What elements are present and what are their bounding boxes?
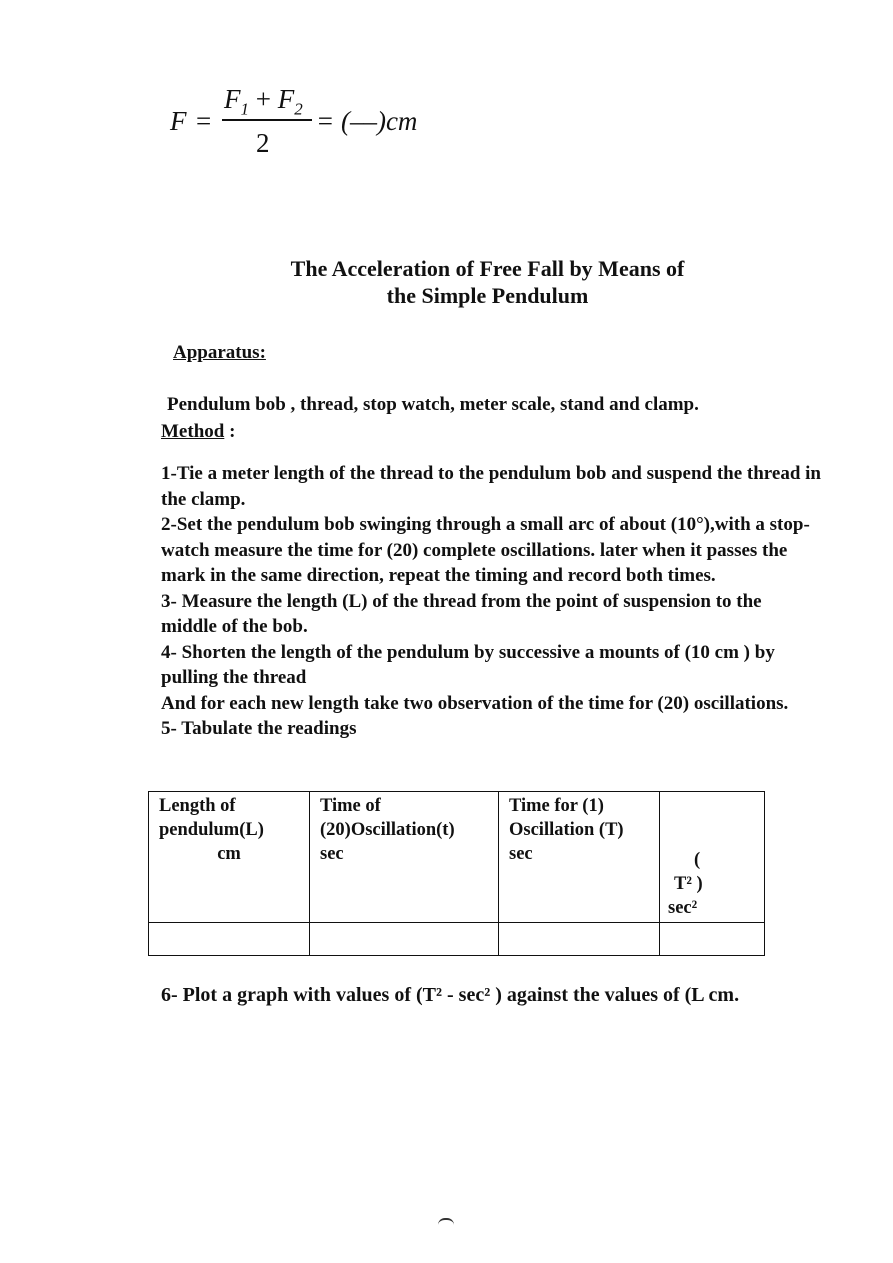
table-header-row [149,792,765,923]
table-cell [499,923,660,956]
formula-numerator: $F_1 + F_2$ [224,84,303,119]
fraction-bar [222,119,312,121]
col-time20-header: Time of (20)Oscillation(t) sec [310,792,499,923]
formula-denominator: 2 [256,128,270,158]
page-number-mark [438,1218,454,1225]
method-step-5: 5- Tabulate the readings [161,718,357,739]
formula-lhs: F [170,106,187,136]
formula-rhs: = (––)cm [316,106,418,136]
method-steps [161,461,821,742]
method-step-3: 3- Measure the length (L) of the thread from the point of suspension to the middle of the bob. [161,590,762,637]
apparatus-text: Pendulum bob , thread, stop watch, meter scale, stand and clamp. [167,394,699,415]
method-step-4-continued: And for each new length take two observation of the time for (20) oscillations. [161,692,789,714]
col-t-squared-header: ( T² ) sec² [660,792,765,923]
apparatus-heading: Apparatus: [173,342,266,363]
table-row [149,923,765,956]
table-cell [310,923,499,956]
method-heading: Method : [161,421,236,442]
method-step-4: 4- Shorten the length of the pendulum by successive a mounts of (10 cm ) by pulling the thread [161,641,775,688]
formula-equals: = [196,106,212,136]
col-time1-header: Time for (1) Oscillation (T) sec [499,792,660,923]
readings-table [148,791,765,956]
method-step-6: 6- Plot a graph with values of (T² - sec² ) against the values of (L cm. [161,984,740,1006]
page-title [0,255,893,309]
method-step-2: 2-Set the pendulum bob swinging through a small arc of about (10°),with a stop- watch measure the time for (20) complete oscillations. later when it passes the mark in the same direction, repeat the timing and record both times. [161,514,810,586]
method-step-1: 1-Tie a meter length of the thread to the pendulum bob and suspend the thread in the clamp. [161,463,821,510]
title-line-1: The Acceleration of Free Fall by Means of [290,256,685,281]
table-cell [149,923,310,956]
col-length-header: Length of pendulum(L) cm [149,792,310,923]
title-line-2: the Simple Pendulum [386,283,589,308]
table-cell [660,923,765,956]
